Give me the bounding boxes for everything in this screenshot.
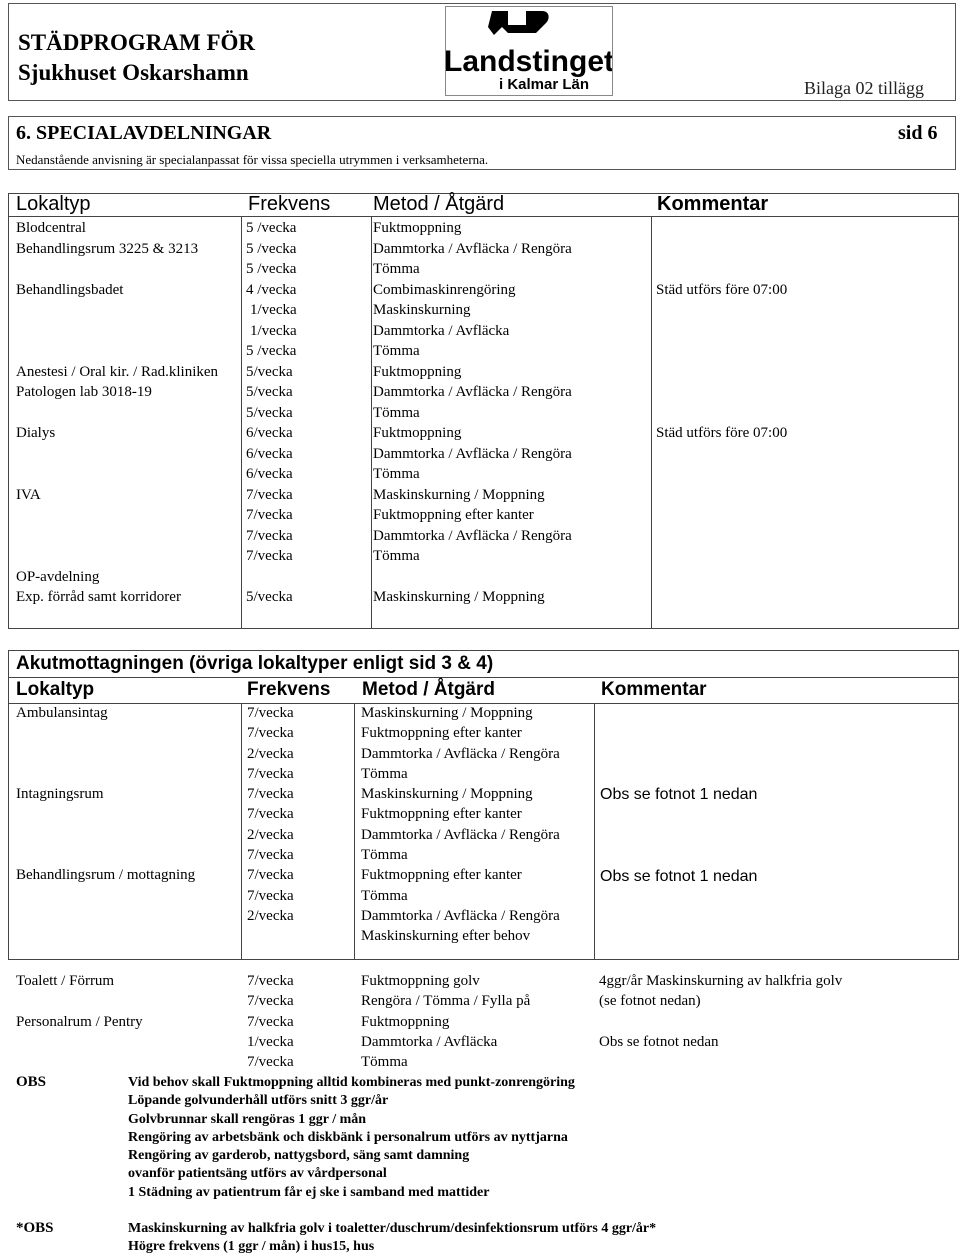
logo-text-main: Landstinget xyxy=(446,45,612,78)
table-cell xyxy=(16,825,195,845)
table-cell: IVA xyxy=(16,486,41,503)
table-cell xyxy=(16,300,218,321)
table-cell xyxy=(656,382,787,403)
table-cell: Dammtorka / Avfläcka / Rengöra xyxy=(373,527,572,544)
obs-line: 1 Städning av patientrum får ej ske i samband med mattider xyxy=(128,1184,490,1200)
table-cell: Tömma xyxy=(361,887,408,904)
obs-line: ovanför patientsäng utförs av vårdpersonal xyxy=(128,1166,387,1182)
table-cell: 7/vecka xyxy=(247,993,294,1010)
table-cell: Tömma xyxy=(373,404,420,421)
table-cell: 5 /vecka xyxy=(246,220,297,236)
table-cell: 4ggr/år Maskinskurning av halkfria golv xyxy=(599,973,843,989)
table-cell: 7/vecka xyxy=(247,705,294,721)
table-cell xyxy=(16,341,218,362)
table-cell: 7/vecka xyxy=(246,486,293,503)
section-subtitle: Nedanstående anvisning är specialanpassat för vissa speciella utrymmen i verksamheterna. xyxy=(16,152,489,167)
table-cell xyxy=(16,804,195,824)
t2-header-metod: Metod / Åtgärd xyxy=(362,679,495,700)
table-cell: Maskinskurning efter behov xyxy=(361,928,531,945)
table-cell: 7/vecka xyxy=(246,548,293,564)
table-cell: Fuktmoppning efter kanter xyxy=(361,867,522,884)
table-cell: 7/vecka xyxy=(246,527,293,544)
star-obs-line: Högre frekvens (1 ggr / mån) i hus15, hus xyxy=(128,1239,375,1255)
table-cell xyxy=(16,403,218,424)
t1-header-frekvens: Frekvens xyxy=(248,193,331,215)
table-cell: Fuktmoppning xyxy=(361,1013,450,1030)
table-cell: Tömma xyxy=(361,1054,408,1071)
table-cell: Patologen lab 3018-19 xyxy=(16,384,152,400)
table-cell: 7/vecka xyxy=(247,725,294,742)
star-obs-line: Maskinskurning av halkfria golv i toaletter/duschrum/desinfektionsrum utförs 4 ggr/år* xyxy=(128,1221,657,1236)
table-cell xyxy=(16,546,218,567)
table-cell: Fuktmoppning efter kanter xyxy=(373,507,534,523)
t1-header-metod: Metod / Åtgärd xyxy=(373,193,505,215)
table-cell: Obs se fotnot nedan xyxy=(599,1033,719,1050)
table-cell: Behandlingsrum / mottagning xyxy=(16,867,196,884)
t3-frekvens-column xyxy=(247,971,294,1072)
bilaga-label: Bilaga 02 tillägg xyxy=(804,78,924,98)
t1-kommentar-column xyxy=(656,218,787,444)
table-cell: Dammtorka / Avfläcka / Rengöra xyxy=(373,445,572,462)
table-cell: 5 /vecka xyxy=(246,240,297,257)
table-cell xyxy=(16,321,218,342)
table-cell: 7/vecka xyxy=(247,847,294,864)
t1-header-kommentar: Kommentar xyxy=(657,193,769,215)
table-cell: 5/vecka xyxy=(246,404,293,421)
table-cell xyxy=(373,567,572,588)
table-cell: 4 /vecka xyxy=(246,281,297,298)
table-cell: Dammtorka / Avfläcka xyxy=(361,1033,498,1050)
obs-label: OBS xyxy=(16,1074,47,1090)
table-cell: 5/vecka xyxy=(246,363,293,380)
logo-text-sub: i Kalmar Län xyxy=(498,76,590,93)
t1-header-lokaltyp: Lokaltyp xyxy=(16,193,91,215)
table-cell: 5 /vecka xyxy=(246,343,297,359)
obs-line: Rengöring av arbetsbänk och diskbänk i personalrum utförs av nyttjarna xyxy=(128,1129,568,1145)
table-cell: (se fotnot nedan) xyxy=(599,993,701,1010)
table-cell: Maskinskurning xyxy=(373,302,471,318)
table-cell: 6/vecka xyxy=(246,425,293,441)
table-cell: Anestesi / Oral kir. / Rad.kliniken xyxy=(16,363,219,380)
table-cell xyxy=(656,403,787,424)
table-cell: Combimaskinrengöring xyxy=(373,281,516,298)
t3-lokaltyp-column xyxy=(16,971,143,1032)
table-cell: Tömma xyxy=(373,466,420,482)
table-cell: Ambulansintag xyxy=(16,705,108,721)
table-cell: Dammtorka / Avfläcka / Rengöra xyxy=(373,384,572,400)
table-cell: 7/vecka xyxy=(246,507,293,523)
table-cell: Fuktmoppning efter kanter xyxy=(361,725,522,742)
obs-line: Vid behov skall Fuktmoppning alltid kombineras med punkt-zonrengöring xyxy=(128,1075,575,1090)
table-cell: 7/vecka xyxy=(247,806,294,823)
table-cell: Dammtorka / Avfläcka / Rengöra xyxy=(361,745,560,762)
table-cell: Toalett / Förrum xyxy=(16,973,115,989)
table-cell: Fuktmoppning xyxy=(373,363,462,380)
table-cell xyxy=(16,464,218,485)
table-cell: Maskinskurning / Moppning xyxy=(361,705,533,721)
table-cell xyxy=(16,444,218,465)
t2-lokaltyp-column xyxy=(16,703,195,886)
table-cell: Blodcentral xyxy=(16,220,86,236)
table-cell: 7/vecka xyxy=(247,786,294,803)
t3-metod-column xyxy=(361,971,530,1072)
table-cell: OP-avdelning xyxy=(16,568,100,585)
t1-metod-column xyxy=(373,218,572,608)
table-cell xyxy=(16,991,143,1011)
t2-title: Akutmottagningen (övriga lokaltyper enligt sid 3 & 4) xyxy=(16,653,494,674)
t1-lokaltyp-column xyxy=(16,218,218,608)
table-cell: Personalrum / Pentry xyxy=(16,1013,143,1030)
table-cell: 1/vecka xyxy=(247,1033,294,1050)
table-cell: Tömma xyxy=(361,765,408,782)
table-cell: 7/vecka xyxy=(247,1054,294,1071)
obs-line: Löpande golvunderhåll utförs snitt 3 ggr/år xyxy=(128,1093,389,1109)
table-cell: 7/vecka xyxy=(247,887,294,904)
table-cell: 2/vecka xyxy=(247,745,294,762)
table-cell: Tömma xyxy=(373,343,420,359)
t2-frekvens-column xyxy=(247,703,294,926)
table-cell: Fuktmoppning xyxy=(373,425,462,441)
section-page: sid 6 xyxy=(898,122,938,144)
table-cell: Dammtorka / Avfläcka / Rengöra xyxy=(373,240,572,257)
table-cell: Tömma xyxy=(373,261,420,277)
table-cell: Exp. förråd samt korridorer xyxy=(16,589,181,605)
table-cell: 7/vecka xyxy=(247,973,294,989)
table-cell: Behandlingsrum 3225 & 3213 xyxy=(16,240,199,257)
landstinget-logo xyxy=(445,6,613,96)
t2-kommentar-intag: Obs se fotnot 1 nedan xyxy=(600,786,758,803)
table-cell xyxy=(656,362,787,383)
table-cell xyxy=(16,764,195,784)
table-cell xyxy=(246,567,297,588)
table-cell xyxy=(16,723,195,743)
logo-emblem-icon xyxy=(446,7,612,95)
obs-notes xyxy=(128,1074,575,1202)
t2-header-frekvens: Frekvens xyxy=(247,679,331,700)
table-cell: Städ utförs före 07:00 xyxy=(656,281,788,298)
obs-line: Golvbrunnar skall rengöras 1 ggr / mån xyxy=(128,1111,367,1127)
section-title: 6. SPECIALAVDELNINGAR xyxy=(16,122,272,144)
table-cell xyxy=(16,505,218,526)
table-cell xyxy=(16,845,195,865)
table-cell: Tömma xyxy=(373,548,420,564)
table-cell: Dammtorka / Avfläcka xyxy=(373,322,510,339)
table-cell xyxy=(656,239,787,260)
table-cell: 5/vecka xyxy=(246,589,293,605)
table-cell: 7/vecka xyxy=(247,1013,294,1030)
document-title-line2: Sjukhuset Oskarshamn xyxy=(18,60,249,85)
table-cell: Behandlingsbadet xyxy=(16,281,124,298)
table-cell: Intagningsrum xyxy=(16,786,104,803)
table-cell: Maskinskurning / Moppning xyxy=(373,486,545,503)
table-cell xyxy=(656,321,787,342)
table-cell: 5/vecka xyxy=(246,384,293,400)
table-cell: 7/vecka xyxy=(247,867,294,884)
table-cell: 2/vecka xyxy=(247,907,294,924)
table-cell xyxy=(656,218,787,239)
table-cell: Rengöra / Tömma / Fylla på xyxy=(361,993,531,1010)
table-cell: 6/vecka xyxy=(246,466,293,482)
star-obs-label: *OBS xyxy=(16,1220,54,1236)
table-cell xyxy=(16,526,218,547)
table-cell xyxy=(599,1012,842,1032)
table-cell: Dammtorka / Avfläcka / Rengöra xyxy=(361,826,560,843)
table-cell: 1/vecka xyxy=(250,322,297,339)
table-cell: Maskinskurning / Moppning xyxy=(373,589,545,605)
table-cell xyxy=(656,259,787,280)
table-cell xyxy=(656,300,787,321)
obs-line: Rengöring av garderob, nattygsbord, säng samt damning xyxy=(128,1148,470,1164)
star-obs-notes xyxy=(128,1220,656,1257)
t2-kommentar-behandling: Obs se fotnot 1 nedan xyxy=(600,868,758,885)
t2-header-kommentar: Kommentar xyxy=(601,679,707,700)
table-cell: 2/vecka xyxy=(247,826,294,843)
t2-metod-column xyxy=(361,703,560,947)
table-cell xyxy=(16,744,195,764)
table-cell: Tömma xyxy=(361,847,408,864)
table-cell: Dammtorka / Avfläcka / Rengöra xyxy=(361,907,560,924)
table-cell: 7/vecka xyxy=(247,765,294,782)
t1-frekvens-column xyxy=(246,218,297,608)
table-cell: Fuktmoppning golv xyxy=(361,973,480,989)
table-cell: Fuktmoppning xyxy=(373,220,462,236)
table-cell: 5 /vecka xyxy=(246,261,297,277)
table-cell: 1/vecka xyxy=(250,302,297,318)
table-cell xyxy=(16,259,218,280)
document-title-line1: STÄDPROGRAM FÖR xyxy=(18,30,256,55)
table-cell xyxy=(656,341,787,362)
table-cell: Maskinskurning / Moppning xyxy=(361,786,533,803)
t3-kommentar-column xyxy=(599,971,842,1052)
table-cell: Dialys xyxy=(16,425,56,441)
t2-header-lokaltyp: Lokaltyp xyxy=(16,679,95,700)
table-cell: Städ utförs före 07:00 xyxy=(656,425,788,441)
table-cell: Fuktmoppning efter kanter xyxy=(361,806,522,823)
table-cell: 6/vecka xyxy=(246,445,293,462)
